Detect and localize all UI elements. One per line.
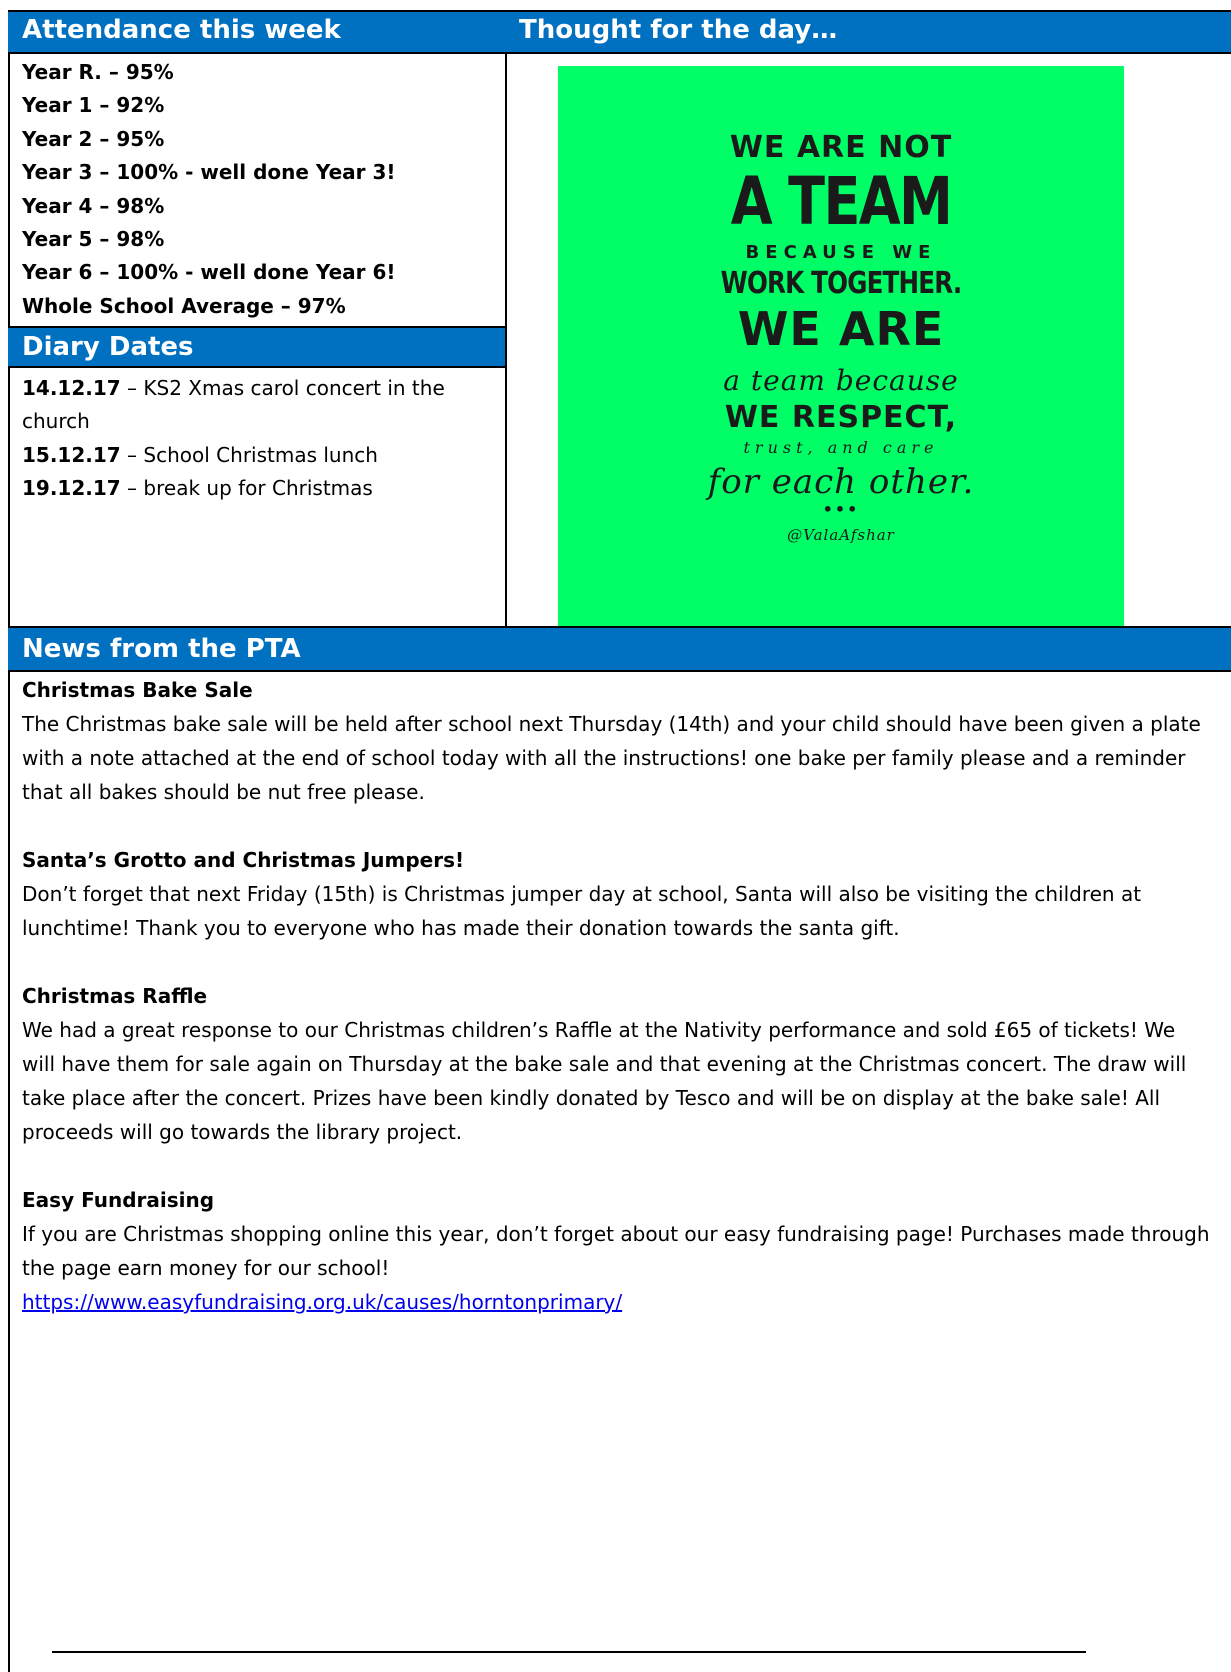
diary-header-text: Diary Dates — [22, 332, 194, 362]
attendance-item: Year R. – 95% — [22, 60, 174, 84]
attendance-item: Year 1 – 92% — [22, 93, 165, 118]
diary-header — [8, 326, 505, 368]
newsletter-page — [8, 10, 1231, 1672]
attendance-item: Year 5 – 98% — [22, 227, 165, 252]
quote-credit: @ValaAfshar — [787, 526, 895, 544]
section-title: Easy Fundraising — [22, 1188, 215, 1212]
quote-line: A TEAM — [730, 163, 952, 240]
diary-date: 15.12.17 — [22, 442, 121, 467]
diary-item — [22, 472, 492, 505]
left-border — [8, 10, 10, 1672]
quote-line: WE ARE NOT — [729, 130, 953, 165]
diary-date: 14.12.17 — [22, 376, 121, 400]
section-body: The Christmas bake sale will be held after school next Thursday (14th) and your child should have been given a plate with a note attached at the end of school today with all the instructions! one bake per family please and a reminder that all bakes should be nut free please. — [22, 712, 1201, 804]
attendance-item: Year 4 – 98% — [22, 193, 165, 218]
section-title: Santa’s Grotto and Christmas Jumpers! — [22, 848, 465, 872]
attendance-list — [22, 56, 502, 323]
pta-section-raffle — [22, 979, 1212, 1149]
section-body: Don’t forget that next Friday (15th) is Christmas jumper day at school, Santa will also be visiting the children at lunchtime! Thank you to everyone who has made their donation towards the santa gift. — [22, 882, 1142, 940]
diary-text: – School Christmas lunch — [120, 442, 378, 467]
quote-image — [558, 66, 1124, 633]
section-body: We had a great response to our Christmas children’s Raffle at the Nativity performance and sold £65 of tickets! We will have them for sale again on Thursday at the bake sale and that evening at the Christmas concert. The draw will take place after the concert. Prizes have been kindly donated by Tesco and will be on display at the bake sale! All proceeds will go towards the library project. — [22, 1018, 1187, 1144]
attendance-item: Year 2 – 95% — [22, 126, 165, 151]
pta-header — [8, 626, 1231, 672]
attendance-header-text: Attendance this week — [22, 15, 341, 45]
section-title: Christmas Raffle — [22, 984, 208, 1008]
diary-date: 19.12.17 — [22, 476, 121, 501]
attendance-item: Year 6 – 100% - well done Year 6! — [22, 260, 396, 285]
footer-line — [52, 1651, 1086, 1653]
pta-section-santa — [22, 843, 1212, 945]
easy-fundraising-link[interactable]: https://www.easyfundraising.org.uk/causes/horntonprimary/ — [22, 1290, 623, 1314]
quote-line: WE ARE — [737, 302, 945, 356]
quote-dots: ••• — [822, 500, 860, 519]
attendance-header — [8, 10, 505, 54]
pta-section-bake-sale — [22, 673, 1212, 809]
pta-section-easy-fundraising — [22, 1183, 1212, 1319]
attendance-item: Whole School Average – 97% — [22, 293, 346, 318]
diary-list — [22, 372, 492, 506]
thought-header — [505, 10, 1231, 54]
quote-line: for each other. — [707, 462, 975, 502]
quote-text — [558, 66, 1124, 633]
quote-line: WE RESPECT, — [724, 400, 958, 435]
section-body: If you are Christmas shopping online this year, don’t forget about our easy fundraising page! Purchases made through the page earn money for our school! — [22, 1222, 1210, 1280]
thought-header-text: Thought for the day… — [519, 15, 838, 45]
diary-text: – KS2 Xmas carol concert in the church — [22, 376, 445, 434]
quote-line: a team because — [723, 364, 959, 397]
diary-item — [22, 439, 492, 472]
diary-text: – break up for Christmas — [120, 476, 373, 501]
quote-line: trust, and care — [743, 438, 939, 457]
diary-item — [22, 372, 492, 439]
quote-line: WORK TOGETHER. — [720, 266, 962, 301]
quote-line: BECAUSE WE — [745, 242, 937, 263]
attendance-item: Year 3 – 100% - well done Year 3! — [22, 160, 396, 185]
column-divider — [505, 10, 507, 627]
section-title: Christmas Bake Sale — [22, 678, 253, 702]
pta-header-text: News from the PTA — [22, 634, 301, 664]
pta-content — [22, 673, 1212, 1319]
